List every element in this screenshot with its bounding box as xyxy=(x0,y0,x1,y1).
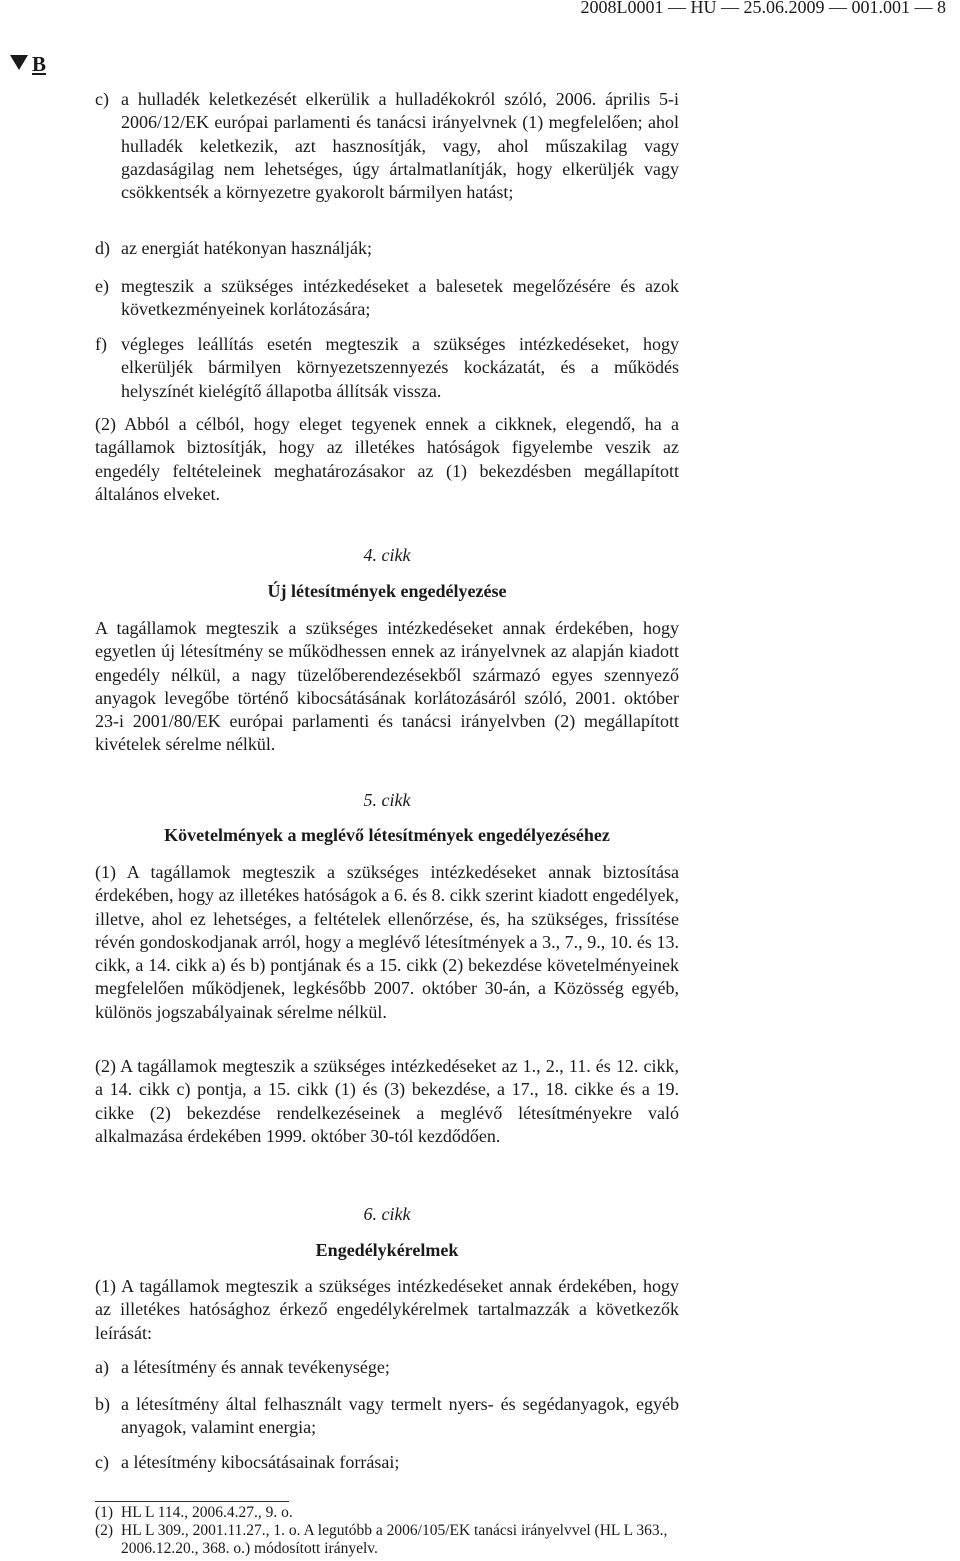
list-item-text: megteszik a szükséges intézkedéseket a balesetek megelőzésére és azok következményeinek korlátozására; xyxy=(121,276,679,320)
article-4-number: 4. cikk xyxy=(363,545,411,565)
list-item-c2: c) a létesítmény kibocsátásainak forrásai; xyxy=(95,1451,679,1474)
article-6-number: 6. cikk xyxy=(363,1204,411,1224)
list-item-e: e) megteszik a szükséges intézkedéseket a balesetek megelőzésére és azok következményeinek korlátozására; xyxy=(95,275,679,322)
list-item-d: d) az energiát hatékonyan használják; xyxy=(95,237,679,260)
paragraph-2: (2) Abból a célból, hogy eleget tegyenek ennek a cikknek, elegendő, ha a tagállamok biztosítják, hogy az illetékes hatóságok figyelembe veszik az engedély feltételeinek meghatározásakor az (1) bekezdésben megállapított általános elveket. xyxy=(95,414,679,504)
article-5-paragraph-2: (2) A tagállamok megteszik a szükséges intézkedéseket az 1., 2., 11. és 12. cikk, a 14. cikk c) pontja, a 15. cikk (1) és (3) bekezdése, a 17., 18. cikke és a 19. cikke (2) bekezdése rendelkezéseinek a meglévő létesítményekre való alkalmazása érdekében 1999. október 30-tól kezdődően. xyxy=(95,1056,679,1146)
list-item-text: a létesítmény kibocsátásainak forrásai; xyxy=(121,1452,400,1472)
list-item-a: a) a létesítmény és annak tevékenysége; xyxy=(95,1356,679,1379)
article-6-title: Engedélykérelmek xyxy=(315,1240,459,1260)
document-header: 2008L0001 — HU — 25.06.2009 — 001.001 — 8 xyxy=(580,0,946,17)
article-5-paragraph-1: (1) A tagállamok megteszik a szükséges intézkedéseket annak biztosítása érdekében, hogy az illetékes hatóságok a 6. és 8. cikk szerint kiadott engedélyek, illetve, ahol ez lehetséges, a feltételek ellenőrzése, és, ha szükséges, frissítése révén gondoskodjanak arról, hogy a meglévő létesítmények a 3., 7., 9., 10. és 13. cikk, a 14. cikk a) és b) pontjának és a 15. cikk (2) bekezdése követelményeinek megfelelően működjenek, legkésőbb 2007. október 30-án, a Közösség egyéb, különös jogszabályainak sérelme nélkül. xyxy=(95,862,679,1022)
list-item-text: végleges leállítás esetén megteszik a szükséges intézkedéseket, hogy elkerüljék bármilyen környezetszennyezés kockázatát, és a működés helyszínét kielégítő állapotba állítsák vissza. xyxy=(121,334,679,401)
article-4-body: A tagállamok megteszik a szükséges intézkedéseket annak érdekében, hogy egyetlen új létesítmény se működhessen ennek az irányelvnek az alapján kiadott engedély nélkül, a nagy tüzelőberendezésekből származó egyes szennyező anyagok levegőbe történő kibocsátásának korlátozásáról szóló, 2001. október 23-i 2001/80/EK európai parlamenti és tanácsi irányelvben (2) megállapított kivételek sérelme nélkül. xyxy=(95,618,679,755)
triangle-down-icon xyxy=(10,55,28,70)
list-item-c: c) a hulladék keletkezését elkerülik a hulladékokról szóló, 2006. április 5-i 2006/12/EK európai parlamenti és tanácsi irányelvnek (1) megfelelően; ahol hulladék keletkezik, azt hasznosítják, vagy, ahol műszakilag vagy gazdaságilag nem lehetséges, úgy ártalmatlanítják, hogy elkerüljék vagy csökkentsék a környezetre gyakorolt bármilyen hatást; xyxy=(95,88,679,204)
article-5-number: 5. cikk xyxy=(363,790,411,810)
article-4-title: Új létesítmények engedélyezése xyxy=(267,581,507,601)
list-item-text: a létesítmény által felhasznált vagy termelt nyers- és segédanyagok, egyéb anyagok, valamint energia; xyxy=(121,1394,679,1438)
footnote-1: (1) HL L 114., 2006.4.27., 9. o. xyxy=(95,1504,293,1521)
list-item-text: a létesítmény és annak tevékenysége; xyxy=(121,1357,390,1377)
article-5-title: Követelmények a meglévő létesítmények engedélyezéséhez xyxy=(164,825,610,845)
marker-label: B xyxy=(32,52,47,76)
list-item-b: b) a létesítmény által felhasznált vagy termelt nyers- és segédanyagok, egyéb anyagok, valamint energia; xyxy=(95,1393,679,1440)
list-item-f: f) végleges leállítás esetén megteszik a szükséges intézkedéseket, hogy elkerüljék bármilyen környezetszennyezés kockázatát, és a működés helyszínét kielégítő állapotba állítsák vissza. xyxy=(95,333,679,403)
list-item-text: az energiát hatékonyan használják; xyxy=(121,238,373,258)
footnote-divider xyxy=(95,1501,289,1502)
amendment-marker xyxy=(10,52,46,77)
footnote-2: (2) HL L 309., 2001.11.27., 1. o. A legutóbb a 2006/105/EK tanácsi irányelvvel (HL L 363., 2006.12.20., 368. o.) módosított irányelv. xyxy=(95,1522,668,1557)
list-item-text: a hulladék keletkezését elkerülik a hulladékokról szóló, 2006. április 5-i 2006/12/EK európai parlamenti és tanácsi irányelvnek (1) megfelelően; ahol hulladék keletkezik, azt hasznosítják, vagy, ahol műszakilag vagy gazdaságilag nem lehetséges, úgy ártalmatlanítják, hogy elkerüljék vagy csökkentsék a környezetre gyakorolt bármilyen hatást; xyxy=(121,89,679,203)
article-6-paragraph-1: (1) A tagállamok megteszik a szükséges intézkedéseket annak érdekében, hogy az illetékes hatósághoz érkező engedélykérelmek tartalmazzák a következők leírását: xyxy=(95,1276,679,1343)
